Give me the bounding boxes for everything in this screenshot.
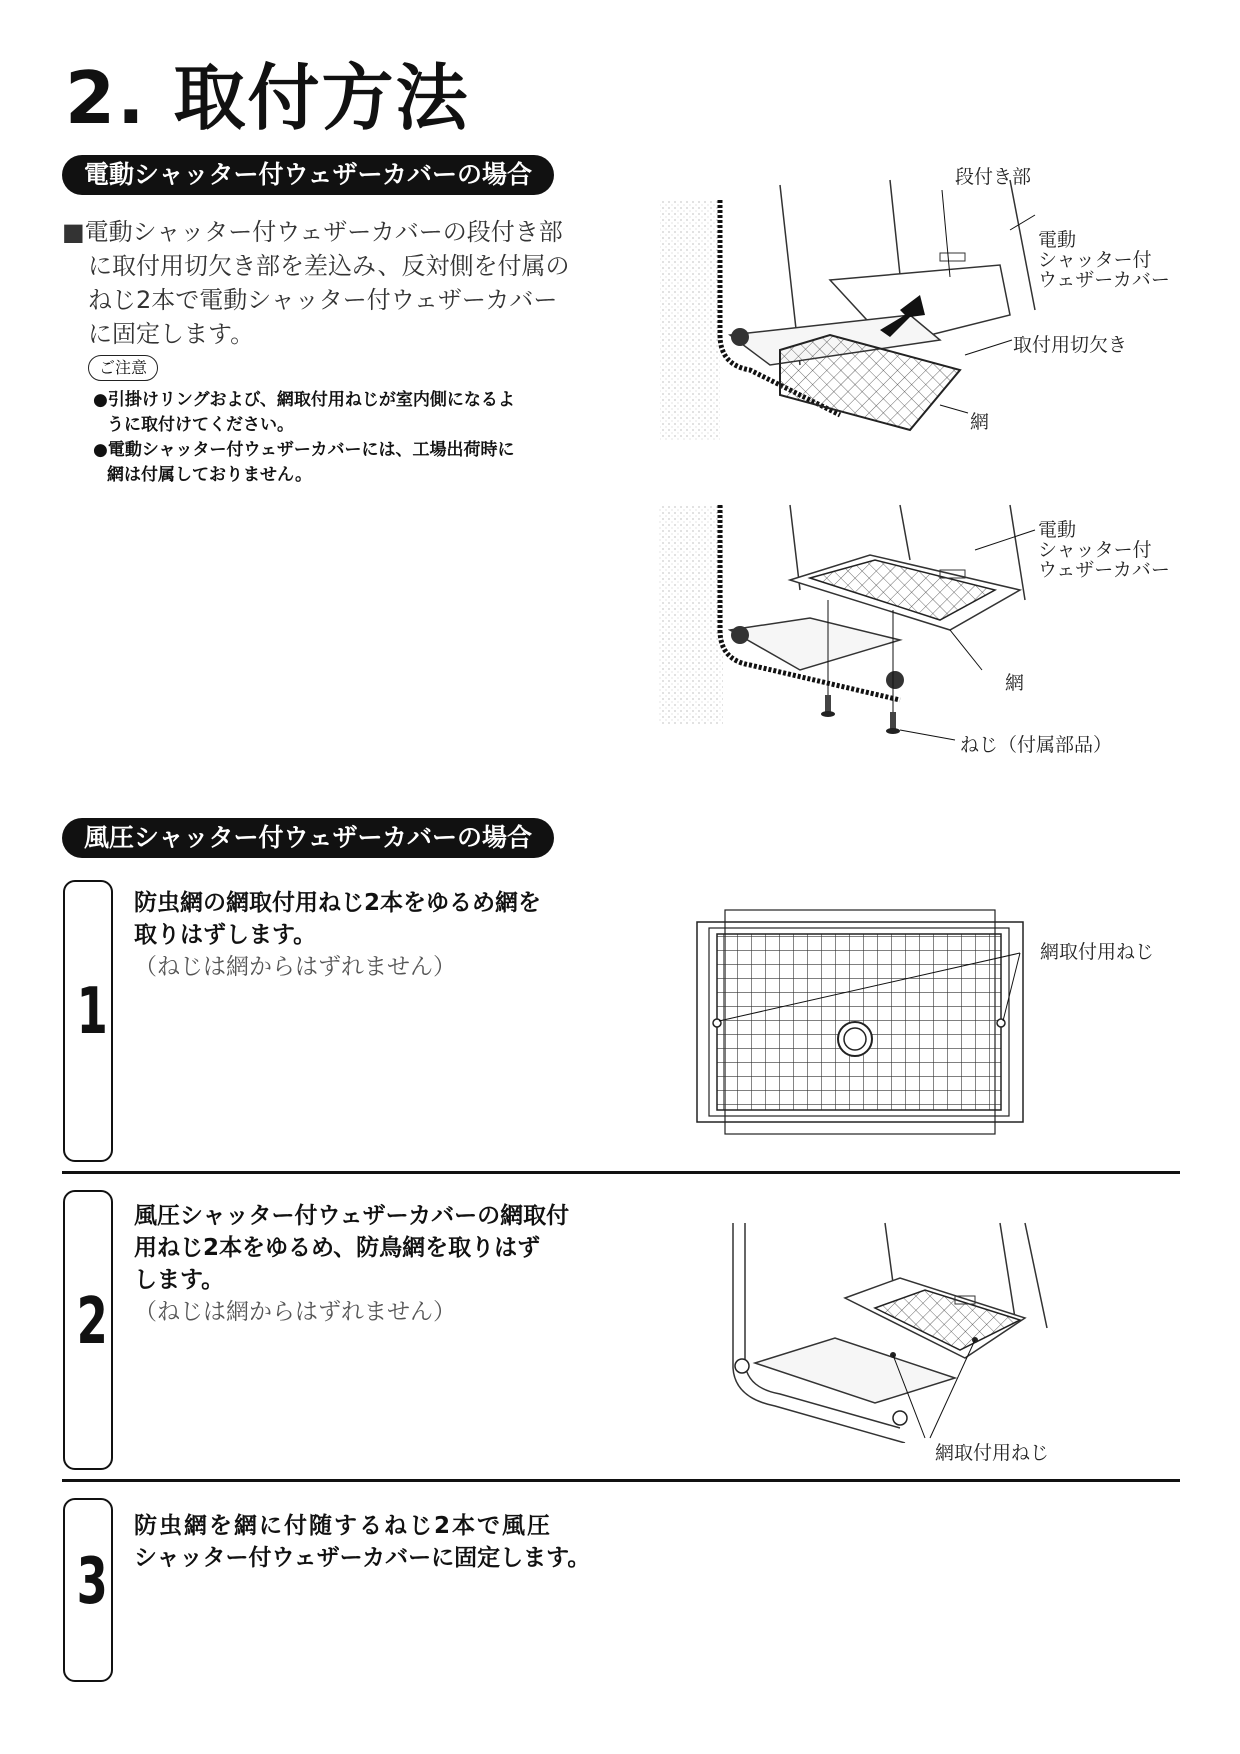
figure-electric-insert (650, 165, 1190, 450)
body-line: ねじ2本で電動シャッター付ウェザーカバー (88, 286, 558, 314)
caution-label: ご注意 (88, 355, 158, 381)
label-electric-cover: 電動 シャッター付 ウェザーカバー (1038, 229, 1170, 291)
figure-insect-net (695, 908, 1025, 1138)
figure-bird-net (725, 1218, 1065, 1443)
label-electric-cover-2: 電動 シャッター付 ウェザーカバー (1038, 519, 1170, 581)
step-divider (62, 1479, 1180, 1482)
label-net-2: 網 (1005, 672, 1025, 694)
step-2-text: 風圧シャッター付ウェザーカバーの網取付 用ねじ2本をゆるめ、防鳥網を取りはず します。 （ねじは網からはずれません） (134, 1203, 570, 1325)
step-2-number: 2 (76, 1285, 108, 1359)
label-net-screw-1: 網取付用ねじ (1040, 941, 1155, 963)
section-heading-electric: 電動シャッター付ウェザーカバーの場合 (62, 155, 554, 195)
page-title: 2. 取付方法 (65, 56, 470, 140)
note-line: うに取付けてください。 (107, 415, 294, 435)
body-line: に固定します。 (88, 320, 255, 348)
label-step-part: 段付き部 (955, 166, 1032, 188)
note-line: ●電動シャッター付ウェザーカバーには、工場出荷時に (93, 440, 515, 460)
step-1-text: 防虫網の網取付用ねじ2本をゆるめ網を 取りはずします。 （ねじは網からはずれません） (134, 890, 542, 980)
step-3-number: 3 (76, 1545, 108, 1619)
section1-body (62, 215, 569, 351)
caution-notes (93, 388, 515, 488)
step-3-text: 防虫網を網に付随するねじ2本で風圧 シャッター付ウェザーカバーに固定します。 (134, 1513, 591, 1571)
section-heading-wind: 風圧シャッター付ウェザーカバーの場合 (62, 818, 554, 858)
body-line: ■電動シャッター付ウェザーカバーの段付き部 (62, 218, 563, 246)
note-line: ●引掛けリングおよび、網取付用ねじが室内側になるよ (93, 390, 515, 410)
body-line: に取付用切欠き部を差込み、反対側を付属の (88, 252, 570, 280)
label-net: 網 (970, 411, 990, 433)
label-screw-included: ねじ（付属部品） (960, 734, 1113, 756)
label-mounting-notch: 取付用切欠き (1013, 334, 1128, 356)
note-line: 網は付属しておりません。 (107, 465, 313, 485)
step-1-number: 1 (76, 975, 108, 1049)
step-divider (62, 1171, 1180, 1174)
label-net-screw-2: 網取付用ねじ (935, 1442, 1050, 1464)
